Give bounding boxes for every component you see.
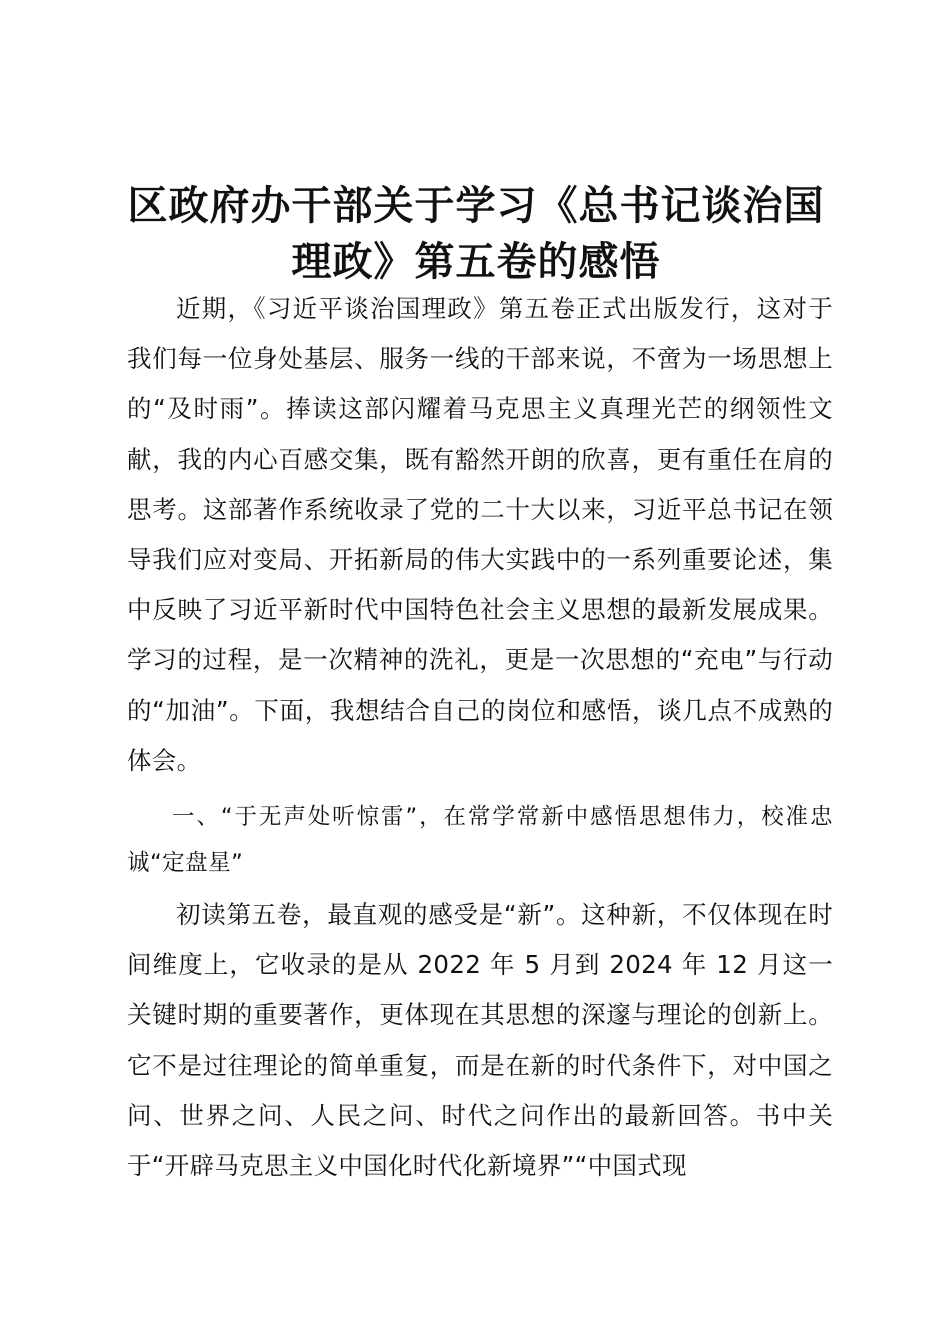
intro-paragraph: 近期，《习近平谈治国理政》第五卷正式出版发行，这对于我们每一位身处基层、服务一线的干部来说，不啻为一场思想上的“及时雨”。捧读这部闪耀着马克思主义真理光芒的纲领性文献，我的内心百感交集，既有豁然开朗的欣喜，更有重任在肩的思考。这部著作系统收录了党的二十大以来，习近平总书记在领导我们应对变局、开拓新局的伟大实践中的一系列重要论述，集中反映了习近平新时代中国特色社会主义思想的最新发展成果。学习的过程，是一次精神的洗礼，更是一次思想的“充电”与行动的“加油”。下面，我想结合自己的岗位和感悟，谈几点不成熟的体会。 (127, 294, 833, 775)
section-heading: 一、“于无声处听惊雷”，在常学常新中感悟思想伟力，校准忠诚“定盘星” (127, 804, 833, 877)
document-body (127, 284, 833, 1191)
section-paragraph: 初读第五卷，最直观的感受是“新”。这种新，不仅体现在时间维度上，它收录的是从 2022 年 5 月到 2024 年 12 月这一关键时期的重要著作，更体现在其思想的深邃与理论的创新上。它不是过往理论的简单重复，而是在新的时代条件下，对中国之问、世界之问、人民之问、时代之问作出的最新回答。书中关于“开辟马克思主义中国化时代化新境界”“中国式现 (127, 900, 833, 1181)
document-title: 区政府办干部关于学习《总书记谈治国理政》第五卷的感悟 (127, 183, 825, 285)
